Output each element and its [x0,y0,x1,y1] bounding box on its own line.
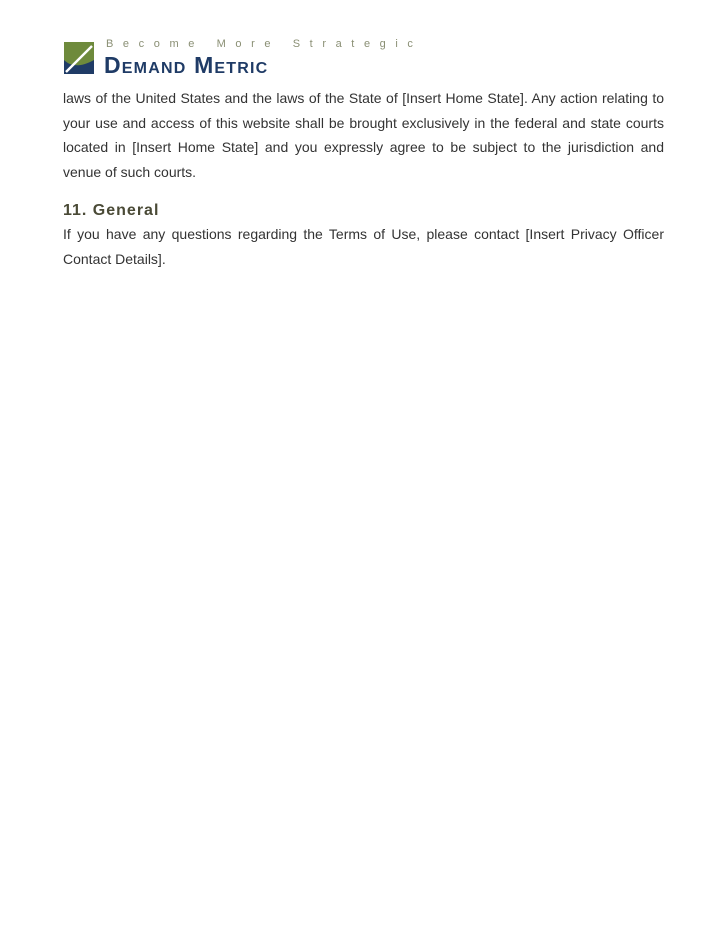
document-body [63,86,664,271]
logo-tagline: Become More Strategic [106,38,423,50]
logo-mark-icon [64,42,94,74]
logo-brand-name: Demand Metric [104,52,269,78]
demand-metric-logo [64,38,423,78]
section-heading-general: 11. General [63,202,160,219]
continued-paragraph: laws of the United States and the laws of the State of [Insert Home State]. Any action relating to your use and access of this website shall be brought exclusively in the federal and state courts located in [Insert Home State] and you expressly agree to be subject to the jurisdiction and venue of such courts. [63,90,664,180]
general-section-text: If you have any questions regarding the Terms of Use, please contact [Insert Privacy Officer Contact Details]. [63,226,664,267]
